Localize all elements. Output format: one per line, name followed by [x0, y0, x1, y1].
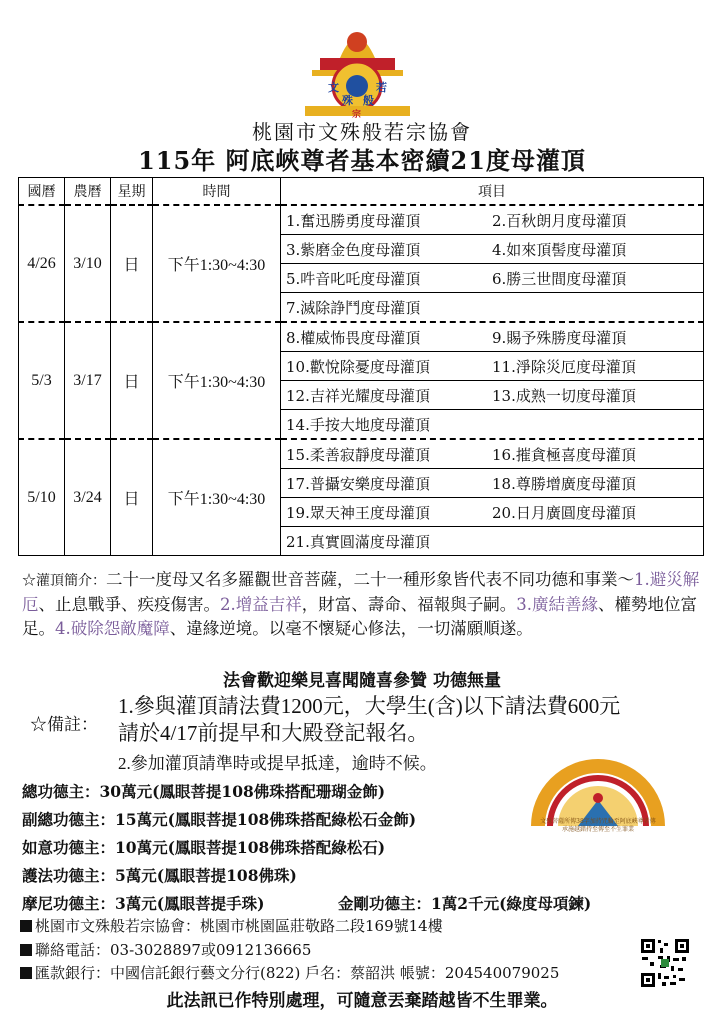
- merit-sponsor-2: 副總功德主：15萬元(鳳眼菩提108佛珠搭配綠松石金飾): [22, 810, 417, 829]
- item-b: 20.日月廣圓度母灌頂: [492, 503, 636, 522]
- ritem: [281, 322, 704, 352]
- item-b: 9.賜予殊勝度母灌頂: [492, 328, 627, 347]
- intro-highlight: 4.破除怨敵魔障: [55, 619, 170, 638]
- table-row: [19, 322, 704, 352]
- header-lunar: 農曆: [65, 178, 111, 206]
- item-a: 19.眾天神王度母灌頂: [286, 503, 430, 522]
- logo-char-5: 宗: [352, 110, 362, 120]
- note-register: 請於4/17前提早和大殿登記報名。: [118, 721, 429, 745]
- contact-bank: [20, 962, 559, 983]
- ritem: [281, 352, 704, 381]
- organization-name: 桃園市文殊般若宗協會: [252, 120, 472, 144]
- bank-text: 匯款銀行：中國信託銀行藝文分行(822) 戶名：蔡韶洪 帳號：204540079025: [35, 964, 560, 982]
- seal-caption: 文殊菩薩所傳38字加持咒輪至阿底峽尊者傳承施越錯持至傳至不生罪業: [540, 818, 656, 833]
- item-a: 17.普攝安樂度母灌頂: [286, 474, 430, 493]
- logo-char-2: 殊: [342, 94, 353, 107]
- weekday: 日: [111, 322, 153, 439]
- merit-sponsor-1: 總功德主：30萬元(鳳眼菩提108佛珠搭配珊瑚金飾): [22, 782, 386, 801]
- association-logo: [300, 18, 415, 120]
- ritem: [281, 293, 704, 323]
- item-a: 12.吉祥光耀度母灌頂: [286, 386, 430, 405]
- item-b: 11.淨除災厄度母灌頂: [492, 357, 636, 376]
- session-time: 下午1:30~4:30: [153, 439, 281, 556]
- item-b: 13.成熟一切度母灌頂: [492, 386, 636, 405]
- item-a: 1.奮迅勝勇度母灌頂: [286, 211, 421, 230]
- ritem: [281, 381, 704, 410]
- intro-text: 、權勢地位富足。: [22, 595, 697, 638]
- table-row: [19, 439, 704, 469]
- schedule-table: [18, 177, 704, 556]
- gregorian-date: 5/10: [19, 439, 65, 556]
- item-a: 15.柔善寂靜度母灌頂: [286, 445, 430, 464]
- intro-highlight: 1.避災解厄: [22, 570, 700, 614]
- item-a: 5.吽音叱吒度母灌頂: [286, 269, 421, 288]
- item-a: 10.歡悅除憂度母灌頂: [286, 357, 430, 376]
- session-time: 下午1:30~4:30: [153, 205, 281, 322]
- item-a: 21.真實圓滿度母灌頂: [286, 532, 430, 551]
- ritem: [281, 264, 704, 293]
- item-a: 8.權威怖畏度母灌頂: [286, 328, 421, 347]
- merit-sponsor-6: 金剛功德主：1萬2千元(綠度母項鍊): [338, 894, 592, 913]
- item-b: 6.勝三世間度母灌頂: [492, 269, 627, 288]
- ritem: [281, 439, 704, 469]
- ritem: [281, 235, 704, 264]
- intro-highlight: 2.增益吉祥: [220, 595, 302, 614]
- intro-text: 、止息戰爭、疾疫傷害。: [38, 595, 220, 614]
- logo-char-4: 若: [376, 81, 387, 94]
- session-time: 下午1:30~4:30: [153, 322, 281, 439]
- address-text: 桃園市文殊般若宗協會：桃園市桃園區莊敬路二段169號14樓: [35, 917, 443, 935]
- contact-phone: [20, 939, 311, 960]
- header-gregorian: 國曆: [19, 178, 65, 206]
- footer-note: 此法訊已作特別處理，可隨意丟棄踏越皆不生罪業。: [166, 991, 558, 1011]
- gregorian-date: 5/3: [19, 322, 65, 439]
- ritem: [281, 205, 704, 235]
- merit-sponsor-5: 摩尼功德主：3萬元(鳳眼菩提手珠): [22, 894, 265, 913]
- item-a: 3.紫磨金色度母灌頂: [286, 240, 421, 259]
- logo-char-3: 般: [363, 94, 374, 107]
- empowerment-intro: [22, 568, 704, 641]
- note-punctual: 2.參加灌頂請準時或提早抵達，逾時不候。: [118, 754, 437, 773]
- merit-sponsor-3: 如意功德主：10萬元(鳳眼菩提108佛珠搭配綠松石): [22, 838, 386, 857]
- qr-code-icon[interactable]: [640, 938, 690, 988]
- merit-sponsor-4: 護法功德主：5萬元(鳳眼菩提108佛珠): [22, 866, 297, 885]
- bullet-square-icon: [20, 967, 32, 979]
- intro-text: ，財富、壽命、福報與子嗣。: [301, 595, 517, 614]
- item-b: 4.如來頂髻度母灌頂: [492, 240, 627, 259]
- table-header-row: [19, 178, 704, 206]
- contact-address: [20, 915, 443, 936]
- lunar-date: 3/10: [65, 205, 111, 322]
- header-items: 項目: [281, 178, 704, 206]
- header-weekday: 星期: [111, 178, 153, 206]
- bullet-square-icon: [20, 944, 32, 956]
- item-b: 2.百秋朗月度母灌頂: [492, 211, 627, 230]
- item-b: 18.尊勝增廣度母灌頂: [492, 474, 636, 493]
- notes-label: ☆備註：: [30, 715, 98, 735]
- ritem: [281, 498, 704, 527]
- intro-highlight: 3.廣結善緣: [516, 595, 598, 614]
- weekday: 日: [111, 439, 153, 556]
- header-time: 時間: [153, 178, 281, 206]
- weekday: 日: [111, 205, 153, 322]
- phone-text: 聯絡電話：03-3028897或0912136665: [35, 941, 312, 959]
- item-a: 14.手按大地度母灌頂: [286, 415, 430, 434]
- intro-text: 二十一度母又名多羅觀世音菩薩，二十一種形象皆代表不同功德和事業～: [106, 570, 634, 589]
- welcome-banner: 法會歡迎樂見喜聞隨喜參贊 功德無量: [223, 671, 501, 691]
- logo-char-1: 文: [328, 81, 339, 94]
- ritem: [281, 527, 704, 556]
- gregorian-date: 4/26: [19, 205, 65, 322]
- page-title: 115年 阿底峽尊者基本密續21度母灌頂: [138, 146, 586, 175]
- intro-text: 、違緣逆境。以毫不懷疑心修法，一切滿願順遂。: [169, 619, 533, 638]
- item-b: 16.摧貪極喜度母灌頂: [492, 445, 636, 464]
- item-a: 7.滅除諍鬥度母灌頂: [286, 298, 421, 317]
- table-row: [19, 205, 704, 235]
- intro-label: ☆灌頂簡介：: [22, 573, 106, 589]
- ritem: [281, 410, 704, 440]
- lunar-date: 3/24: [65, 439, 111, 556]
- bullet-square-icon: [20, 920, 32, 932]
- ritem: [281, 469, 704, 498]
- lunar-date: 3/17: [65, 322, 111, 439]
- note-fee: 1.參與灌頂請法費1200元，大學生(含)以下請法費600元: [118, 694, 621, 718]
